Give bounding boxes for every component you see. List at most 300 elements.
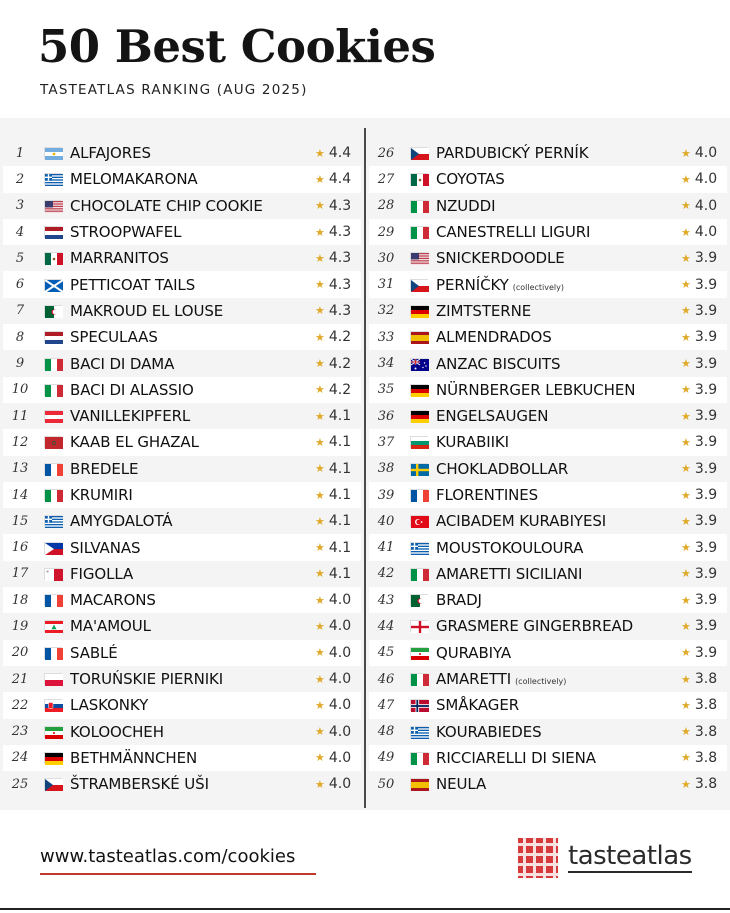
rank-number: 36: [377, 408, 395, 424]
ranking-row[interactable]: [3, 166, 361, 192]
cookie-name-text: MACARONS: [70, 591, 156, 610]
ranking-row[interactable]: [3, 271, 361, 297]
country-flag-icon: [44, 620, 62, 632]
cookie-name: [70, 670, 315, 688]
cookie-name-text: CANESTRELLI LIGURI: [436, 223, 591, 242]
cookie-name: [70, 170, 315, 188]
country-flag-icon: [410, 147, 428, 159]
star-icon: ★: [315, 357, 325, 371]
star-icon: ★: [681, 383, 691, 397]
ranking-row[interactable]: [3, 350, 361, 376]
rank-number: 47: [377, 697, 395, 713]
cookie-name-text: PETTICOAT TAILS: [70, 275, 196, 294]
ranking-row[interactable]: [3, 561, 361, 587]
country-flag-icon: [44, 463, 62, 475]
cookie-name-text: BREDELE: [70, 459, 139, 478]
star-icon: ★: [315, 672, 325, 686]
ranking-row[interactable]: [369, 271, 727, 297]
country-flag-icon: [410, 594, 428, 606]
ranking-row[interactable]: [369, 429, 727, 455]
cookie-name-text: SABLÉ: [70, 643, 118, 662]
star-icon: ★: [315, 409, 325, 423]
ranking-row[interactable]: [3, 324, 361, 350]
rating: [681, 776, 727, 792]
star-icon: ★: [681, 304, 691, 318]
ranking-row[interactable]: [369, 666, 727, 692]
ranking-row[interactable]: [3, 377, 361, 403]
star-icon: ★: [681, 619, 691, 633]
cookie-name-text: GRASMERE GINGERBREAD: [436, 617, 634, 636]
rating-value: 3.9: [694, 355, 718, 372]
rating-value: 4.2: [328, 355, 352, 372]
star-icon: ★: [315, 304, 325, 318]
rank-number: 45: [377, 645, 395, 661]
rating: [315, 566, 361, 582]
rating-value: 3.9: [694, 329, 718, 346]
rating-value: 4.0: [328, 723, 352, 740]
ranking-row[interactable]: [3, 692, 361, 718]
star-icon: ★: [315, 462, 325, 476]
star-icon: ★: [681, 278, 691, 292]
rating: [315, 303, 361, 319]
ranking-row[interactable]: [3, 745, 361, 771]
rank-number: 39: [377, 487, 395, 503]
star-icon: ★: [681, 462, 691, 476]
ranking-row[interactable]: [3, 534, 361, 560]
ranking-row[interactable]: [369, 403, 727, 429]
rating-value: 4.0: [328, 644, 352, 661]
ranking-column-right: [369, 140, 727, 797]
cookie-name: [70, 302, 315, 320]
ranking-row[interactable]: [3, 140, 361, 166]
country-flag-icon: [44, 436, 62, 448]
ranking-row[interactable]: [369, 219, 727, 245]
rating-value: 3.8: [694, 671, 718, 688]
rank-number: 22: [11, 697, 29, 713]
cookie-name-text: BACI DI ALASSIO: [70, 380, 194, 399]
ranking-row[interactable]: [369, 613, 727, 639]
rating: [315, 250, 361, 266]
rating-value: 4.1: [328, 434, 352, 451]
cookie-name: [70, 486, 315, 504]
rating-value: 3.9: [694, 513, 718, 530]
rating-value: 3.9: [694, 644, 718, 661]
cookie-name: [436, 749, 681, 767]
rating-value: 4.1: [328, 487, 352, 503]
rating: [315, 776, 361, 792]
country-flag-icon: [410, 226, 428, 238]
cookie-name: [70, 381, 315, 399]
ranking-row[interactable]: [369, 534, 727, 560]
country-flag-icon: [44, 305, 62, 317]
ranking-row[interactable]: [369, 166, 727, 192]
ranking-row[interactable]: [3, 298, 361, 324]
rank-number: 35: [377, 382, 395, 398]
rating-value: 4.3: [328, 250, 352, 267]
star-icon: ★: [681, 251, 691, 265]
rating-value: 3.9: [694, 250, 718, 267]
country-flag-icon: [410, 542, 428, 554]
rating-value: 3.9: [694, 487, 718, 503]
cookie-name: [436, 197, 681, 215]
cookie-name-text: KOURABIEDES: [436, 722, 542, 741]
country-flag-icon: [44, 252, 62, 264]
collectively-note: (collectively): [515, 677, 567, 687]
rating: [315, 671, 361, 687]
cookie-name: [436, 381, 681, 399]
ranking-row[interactable]: [369, 561, 727, 587]
cookie-name: [70, 249, 315, 267]
country-flag-icon: [410, 410, 428, 422]
rating-value: 4.0: [328, 749, 352, 766]
country-flag-icon: [410, 568, 428, 580]
ranking-row[interactable]: [369, 640, 727, 666]
rank-number: 3: [15, 198, 25, 214]
ranking-row[interactable]: [3, 403, 361, 429]
rating: [315, 592, 361, 608]
ranking-row[interactable]: [3, 666, 361, 692]
star-icon: ★: [315, 541, 325, 555]
rating-value: 4.1: [328, 539, 352, 556]
footer-underline: [40, 873, 316, 875]
cookie-name: [436, 433, 681, 451]
cookie-name-text: TORUŃSKIE PIERNIKI: [70, 670, 224, 689]
cookie-name-text: MOUSTOKOULOURA: [436, 538, 584, 557]
ranking-row[interactable]: [3, 771, 361, 797]
rating: [681, 434, 727, 450]
country-flag-icon: [410, 778, 428, 790]
cookie-name-text: MARRANITOS: [70, 249, 169, 268]
country-flag-icon: [410, 489, 428, 501]
cookie-name: [70, 512, 315, 530]
rating-value: 4.3: [328, 276, 352, 293]
page-title: 50 Best Cookies: [38, 20, 436, 73]
cookie-name-text: KOLOOCHEH: [70, 722, 164, 741]
rating-value: 4.0: [694, 145, 718, 162]
rank-number: 50: [377, 776, 395, 792]
cookie-name: [70, 749, 315, 767]
country-flag-icon: [410, 620, 428, 632]
cookie-name-text: SILVANAS: [70, 538, 141, 557]
cookie-name: [436, 460, 681, 478]
cookie-name: [70, 617, 315, 635]
rank-number: 49: [377, 750, 395, 766]
ranking-row[interactable]: [369, 193, 727, 219]
rank-number: 29: [377, 224, 395, 240]
rating: [681, 513, 727, 529]
ranking-row[interactable]: [369, 692, 727, 718]
rating: [681, 750, 727, 766]
country-flag-icon: [44, 200, 62, 212]
cookie-name-text: MELOMAKARONA: [70, 170, 198, 189]
star-icon: ★: [315, 751, 325, 765]
rating-value: 3.9: [694, 539, 718, 556]
cookie-name: [436, 407, 681, 425]
rating: [315, 408, 361, 424]
rank-number: 42: [377, 566, 395, 582]
ranking-row[interactable]: [3, 613, 361, 639]
rating: [315, 487, 361, 503]
ranking-row[interactable]: [369, 245, 727, 271]
star-icon: ★: [681, 409, 691, 423]
ranking-row[interactable]: [369, 140, 727, 166]
column-divider: [364, 128, 366, 808]
rank-number: 18: [11, 592, 29, 608]
rating-value: 4.4: [328, 171, 352, 188]
rank-number: 20: [11, 645, 29, 661]
star-icon: ★: [681, 725, 691, 739]
cookie-name-text: SPECULAAS: [70, 328, 158, 347]
rating-value: 4.0: [328, 671, 352, 688]
rating-value: 4.3: [328, 197, 352, 214]
rating: [681, 592, 727, 608]
country-flag-icon: [44, 384, 62, 396]
rank-number: 10: [11, 382, 29, 398]
ranking-row[interactable]: [369, 508, 727, 534]
star-icon: ★: [681, 567, 691, 581]
rating-value: 3.9: [694, 381, 718, 398]
rating-value: 4.4: [328, 145, 352, 162]
star-icon: ★: [315, 777, 325, 791]
cookie-name: [70, 407, 315, 425]
cookie-name-text: NEULA: [436, 775, 487, 794]
country-flag-icon: [44, 542, 62, 554]
cookie-name-text: MAKROUD EL LOUSE: [70, 301, 224, 320]
bottom-rule: [0, 908, 730, 910]
rank-number: 26: [377, 145, 395, 161]
rating-value: 3.8: [694, 749, 718, 766]
cookie-name-text: ALFAJORES: [70, 144, 151, 163]
rating: [315, 356, 361, 372]
rank-number: 25: [11, 776, 29, 792]
country-flag-icon: [44, 147, 62, 159]
rank-number: 2: [15, 171, 25, 187]
rating-value: 4.0: [694, 197, 718, 214]
ranking-row[interactable]: [3, 245, 361, 271]
rating: [681, 671, 727, 687]
star-icon: ★: [681, 593, 691, 607]
rating-value: 3.9: [694, 302, 718, 319]
rank-number: 40: [377, 513, 395, 529]
ranking-row[interactable]: [3, 719, 361, 745]
ranking-row[interactable]: [369, 298, 727, 324]
cookie-name: [436, 486, 681, 504]
country-flag-icon: [44, 568, 62, 580]
rating-value: 4.1: [328, 513, 352, 530]
cookie-name-text: FIGOLLA: [70, 564, 134, 583]
ranking-row[interactable]: [3, 587, 361, 613]
cookie-name-text: BETHMÄNNCHEN: [70, 748, 198, 767]
rank-number: 21: [11, 671, 29, 687]
cookie-name-text: NZUDDI: [436, 196, 496, 215]
rating: [681, 618, 727, 634]
ranking-row[interactable]: [3, 456, 361, 482]
footer-url-link[interactable]: www.tasteatlas.com/cookies: [40, 846, 296, 867]
rating: [681, 487, 727, 503]
cookie-name-text: ACIBADEM KURABIYESI: [436, 512, 607, 531]
star-icon: ★: [315, 698, 325, 712]
country-flag-icon: [44, 279, 62, 291]
rating: [681, 356, 727, 372]
collectively-note: (collectively): [512, 282, 565, 292]
cookie-name: [70, 144, 315, 162]
rating: [681, 382, 727, 398]
rank-number: 19: [11, 618, 29, 634]
ranking-row[interactable]: [369, 771, 727, 797]
rating: [681, 724, 727, 740]
ranking-row[interactable]: [369, 350, 727, 376]
cookie-name-text: LASKONKY: [70, 696, 149, 715]
rank-number: 23: [11, 724, 29, 740]
cookie-name-text: KAAB EL GHAZAL: [70, 433, 199, 452]
rank-number: 31: [377, 277, 395, 293]
cookie-name: [70, 723, 315, 741]
rank-number: 28: [377, 198, 395, 214]
rating: [315, 645, 361, 661]
cookie-name: [436, 775, 681, 793]
country-flag-icon: [410, 384, 428, 396]
ranking-row[interactable]: [369, 324, 727, 350]
cookie-name: [70, 328, 315, 346]
ranking-row[interactable]: [3, 219, 361, 245]
ranking-row[interactable]: [369, 482, 727, 508]
ranking-row[interactable]: [369, 745, 727, 771]
rating: [681, 198, 727, 214]
ranking-row[interactable]: [369, 377, 727, 403]
cookie-name: [436, 565, 681, 583]
rating: [681, 408, 727, 424]
cookie-name-text: ENGELSAUGEN: [436, 407, 549, 426]
country-flag-icon: [410, 515, 428, 527]
star-icon: ★: [681, 698, 691, 712]
country-flag-icon: [410, 463, 428, 475]
rating: [681, 303, 727, 319]
rating: [681, 540, 727, 556]
cookie-name: [436, 617, 681, 635]
cookie-name-text: QURABIYA: [436, 643, 512, 662]
cookie-name: [436, 644, 681, 662]
cookie-name-text: BACI DI DAMA: [70, 354, 175, 373]
rating-value: 4.1: [328, 408, 352, 425]
star-icon: ★: [315, 251, 325, 265]
rating: [681, 171, 727, 187]
star-icon: ★: [681, 751, 691, 765]
country-flag-icon: [44, 331, 62, 343]
ranking-row[interactable]: [369, 456, 727, 482]
rating: [315, 540, 361, 556]
cookie-name: [70, 565, 315, 583]
star-icon: ★: [315, 646, 325, 660]
cookie-name: [436, 512, 681, 530]
ranking-row[interactable]: [3, 640, 361, 666]
rank-number: 11: [11, 408, 29, 424]
country-flag-icon: [410, 331, 428, 343]
rank-number: 27: [377, 171, 395, 187]
rating-value: 4.0: [694, 224, 718, 241]
country-flag-icon: [410, 252, 428, 264]
cookie-name: [70, 591, 315, 609]
cookie-name-text: CHOCOLATE CHIP COOKIE: [70, 196, 263, 215]
star-icon: ★: [681, 777, 691, 791]
rank-number: 46: [377, 671, 395, 687]
rating-value: 4.2: [328, 329, 352, 346]
country-flag-icon: [44, 726, 62, 738]
country-flag-icon: [44, 699, 62, 711]
rating: [315, 329, 361, 345]
rating: [681, 145, 727, 161]
rank-number: 5: [15, 250, 25, 266]
star-icon: ★: [681, 172, 691, 186]
cookie-name: [436, 723, 681, 741]
country-flag-icon: [410, 647, 428, 659]
cookie-name: [436, 696, 681, 714]
rating: [315, 224, 361, 240]
rank-number: 8: [15, 329, 25, 345]
rating: [681, 697, 727, 713]
tasteatlas-logo[interactable]: [518, 838, 692, 878]
rating-value: 3.8: [694, 776, 718, 793]
country-flag-icon: [410, 279, 428, 291]
country-flag-icon: [44, 594, 62, 606]
rating: [315, 382, 361, 398]
rank-number: 7: [15, 303, 25, 319]
cookie-name-text: FLORENTINES: [436, 486, 539, 504]
rating-value: 4.2: [328, 381, 352, 398]
cookie-name-text: KURABIIKI: [436, 433, 509, 452]
cookie-name: [436, 670, 681, 688]
ranking-row[interactable]: [3, 508, 361, 534]
country-flag-icon: [410, 726, 428, 738]
rating-value: 3.8: [694, 697, 718, 714]
cookie-name: [70, 223, 315, 241]
rank-number: 12: [11, 434, 29, 450]
country-flag-icon: [410, 358, 428, 370]
rank-number: 32: [377, 303, 395, 319]
country-flag-icon: [410, 173, 428, 185]
rating-value: 4.0: [328, 618, 352, 635]
rank-number: 34: [377, 356, 395, 372]
country-flag-icon: [44, 173, 62, 185]
ranking-row[interactable]: [369, 719, 727, 745]
rating-value: 3.9: [694, 618, 718, 635]
rank-number: 38: [377, 461, 395, 477]
rating-value: 3.9: [694, 408, 718, 425]
ranking-row[interactable]: [3, 193, 361, 219]
ranking-column-left: [3, 140, 361, 797]
ranking-row[interactable]: [369, 587, 727, 613]
cookie-name: [70, 433, 315, 451]
ranking-row[interactable]: [3, 482, 361, 508]
cookie-name: [436, 223, 681, 241]
rank-number: 30: [377, 250, 395, 266]
ranking-row[interactable]: [3, 429, 361, 455]
rating-value: 3.9: [694, 565, 718, 582]
star-icon: ★: [681, 199, 691, 213]
rank-number: 41: [377, 540, 395, 556]
cookie-name: [70, 355, 315, 373]
rank-number: 24: [11, 750, 29, 766]
star-icon: ★: [681, 514, 691, 528]
star-icon: ★: [315, 514, 325, 528]
cookie-name: [70, 539, 315, 557]
cookie-name: [436, 355, 681, 373]
country-flag-icon: [44, 226, 62, 238]
rating: [681, 645, 727, 661]
cookie-name: [436, 539, 681, 557]
cookie-name-text: CHOKLADBOLLAR: [436, 459, 569, 478]
star-icon: ★: [681, 330, 691, 344]
cookie-name: [436, 276, 681, 294]
